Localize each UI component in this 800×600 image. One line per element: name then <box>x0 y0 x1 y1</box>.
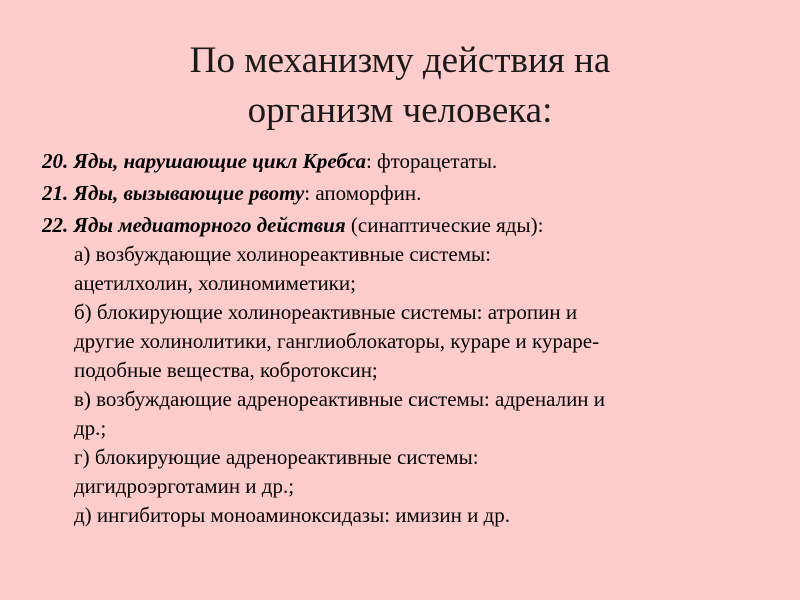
sub-item-line: подобные вещества, кобротоксин; <box>74 358 378 382</box>
sub-item-line: д) ингибиторы моноаминоксидазы: имизин и др. <box>74 503 510 527</box>
item-heading: 21. Яды, вызывающие рвоту <box>42 181 305 205</box>
item-text: : фторацетаты. <box>365 149 498 173</box>
list-item-20 <box>42 147 772 176</box>
sub-item-line: дигидроэрготамин и др.; <box>74 474 295 498</box>
sub-item-line: в) возбуждающие адренореактивные системы: адреналин и <box>74 387 606 411</box>
sub-list <box>42 240 772 530</box>
item-heading: 20. Яды, нарушающие цикл Кребса <box>42 149 366 173</box>
list-item-22 <box>42 211 772 240</box>
sub-item-line: а) возбуждающие холинореактивные системы: <box>74 242 491 266</box>
sub-item-line: другие холинолитики, ганглиоблокаторы, кураре и кураре- <box>74 329 600 353</box>
item-text: : апоморфин. <box>304 181 422 205</box>
title-line-1: По механизму действия на <box>189 40 611 81</box>
sub-item-line: ацетилхолин, холиномиметики; <box>74 271 356 295</box>
sub-item-line: г) блокирующие адренореактивные системы: <box>74 445 479 469</box>
sub-item-line: др.; <box>74 416 107 440</box>
sub-item-line: б) блокирующие холинореактивные системы: атропин и <box>74 300 578 324</box>
list-item-21 <box>42 179 772 208</box>
item-heading: 22. Яды медиаторного действия <box>42 213 346 237</box>
title-line-2: организм человека: <box>247 90 553 131</box>
slide-body <box>42 147 772 530</box>
slide-title <box>0 36 800 136</box>
item-text: (синаптические яды): <box>345 213 544 237</box>
